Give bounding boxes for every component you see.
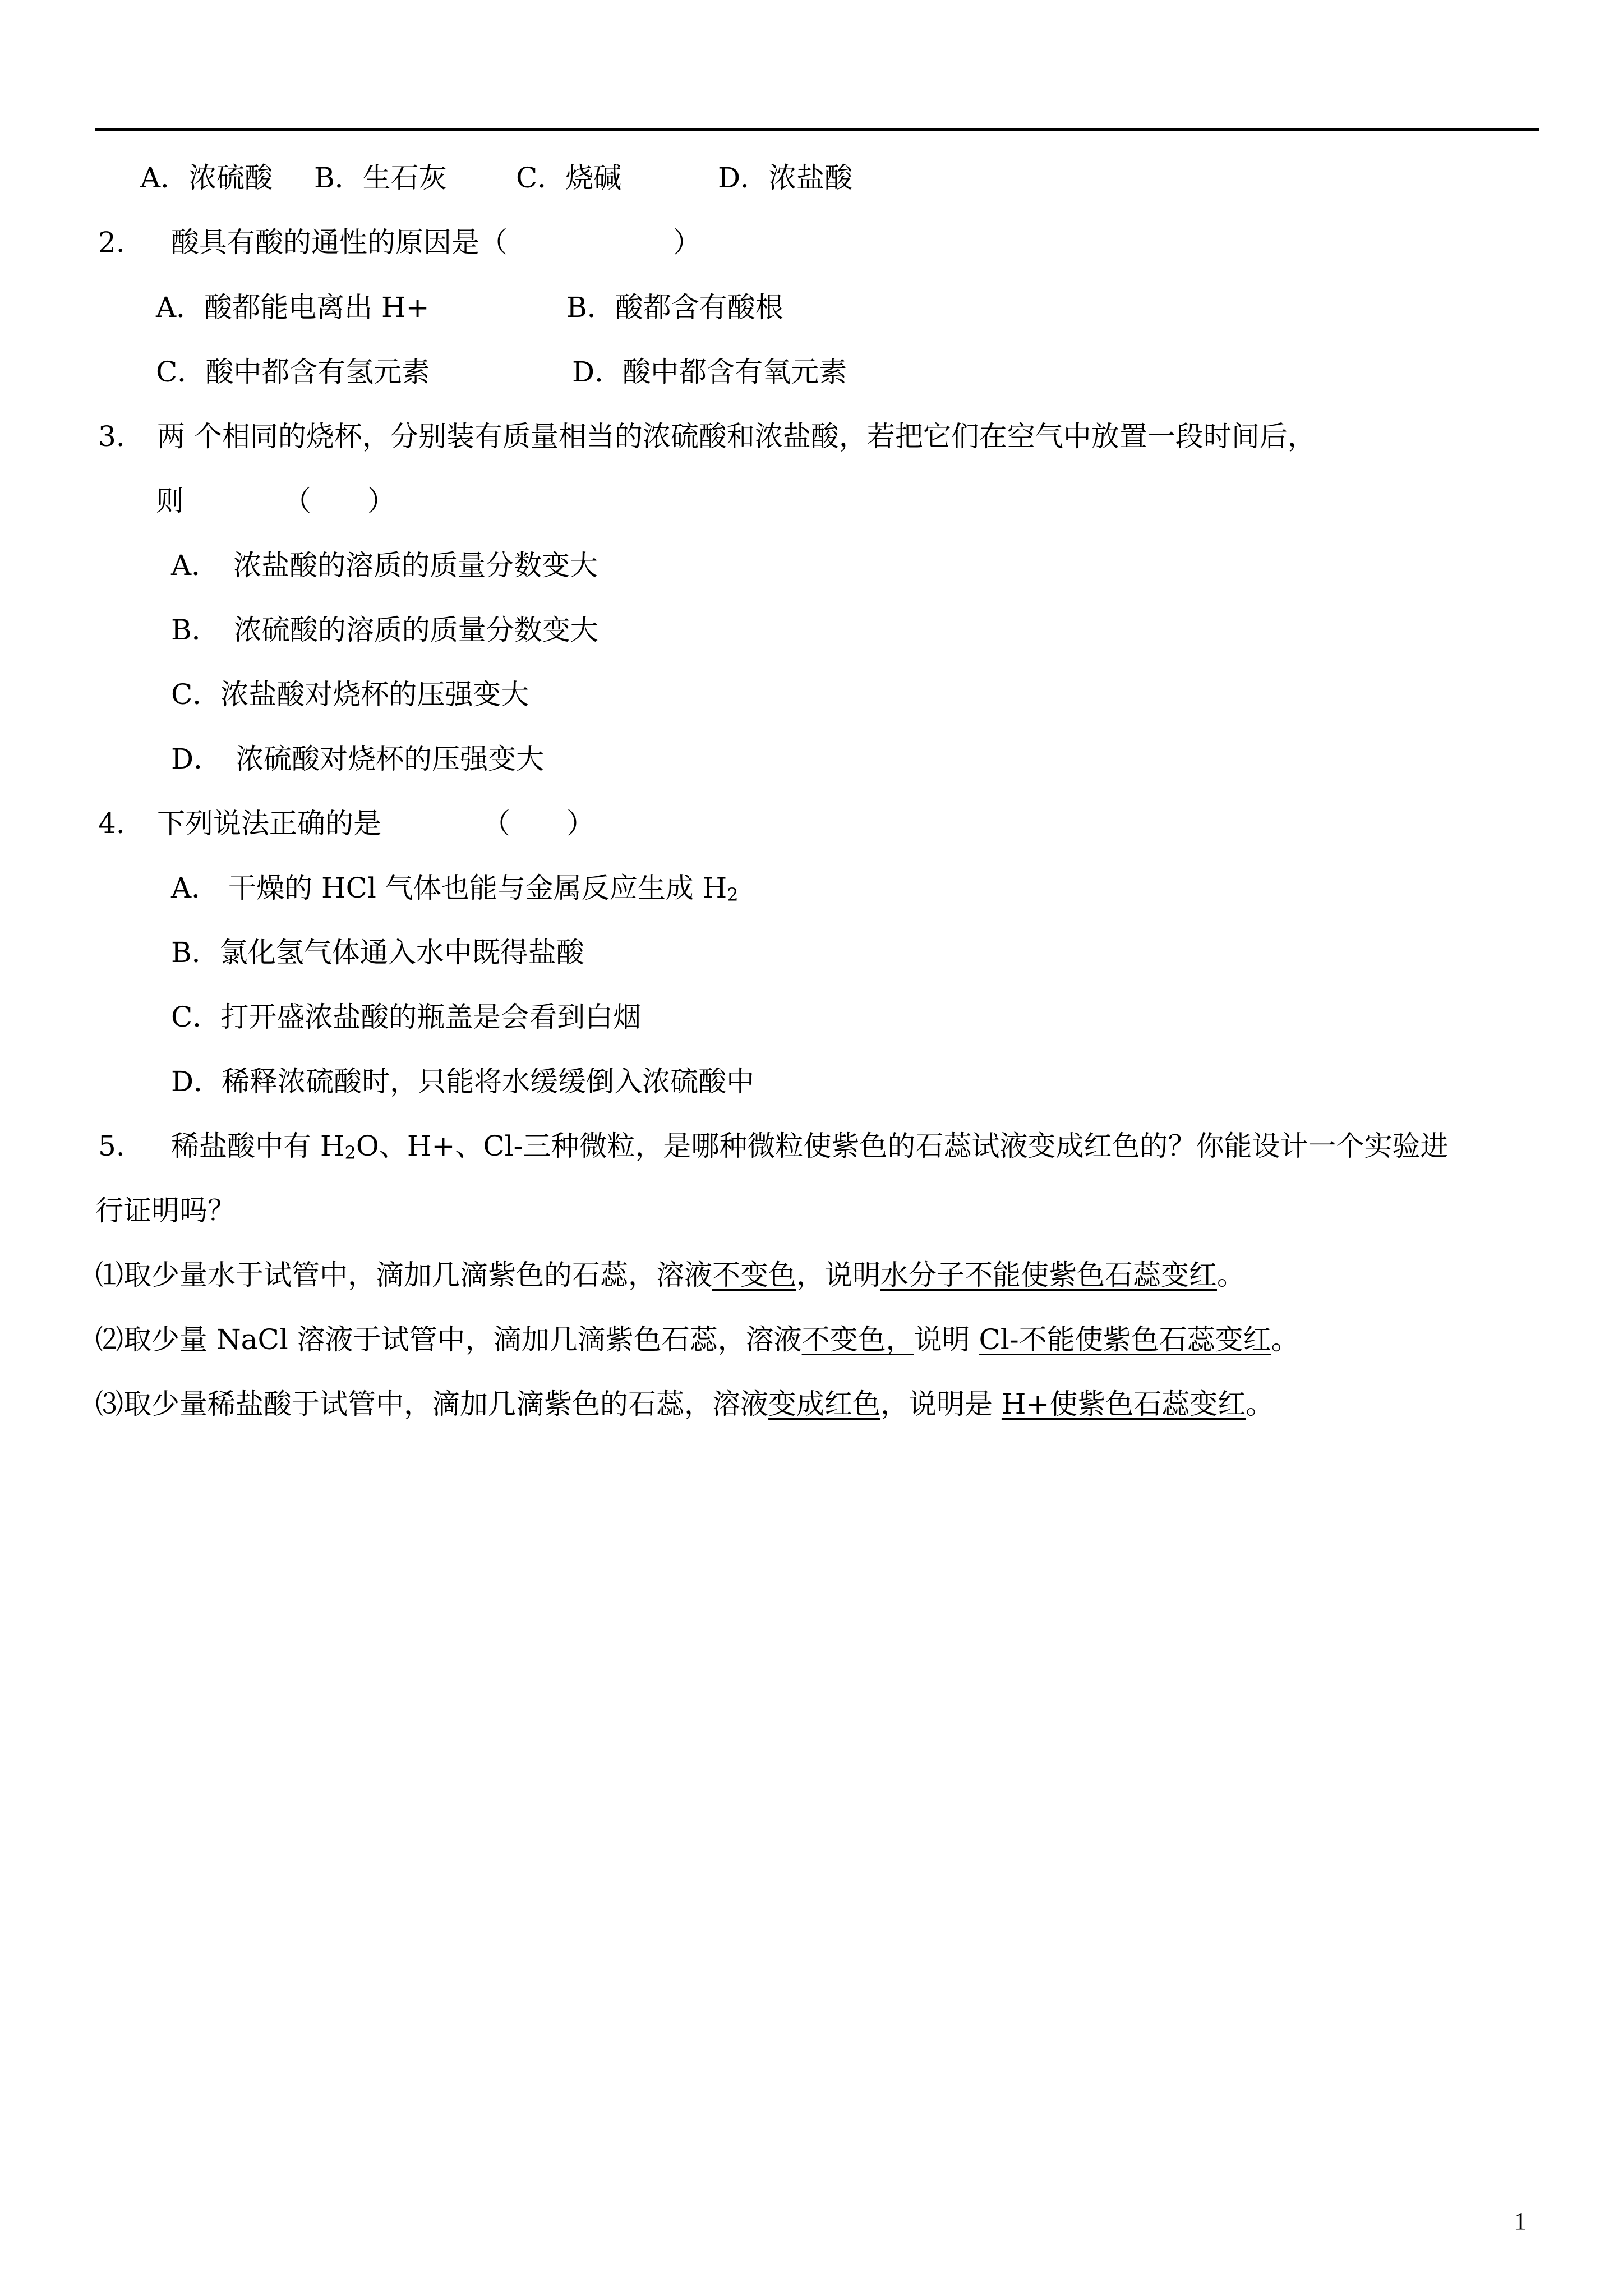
q4-option-a-subscript: 2 (727, 884, 739, 905)
q2-option-b: B．酸都含有酸根 (566, 291, 783, 324)
q1-option-b: B．生石灰 (314, 162, 447, 194)
q2-paren-close: ） (673, 226, 701, 259)
q5-step-2-end: 。 (1271, 1323, 1299, 1356)
q3-option-d: D． 浓硫酸对烧杯的压强变大 (171, 743, 545, 775)
q5-step-3-answer-2: H+使紫色石蕊变红 (1001, 1388, 1246, 1420)
q5-step-2-answer-1: 不变色， (801, 1323, 914, 1356)
q1-option-d: D．浓盐酸 (718, 162, 853, 194)
q5-step-1 (95, 1258, 1245, 1292)
q5-step-2-mid: 说明 (914, 1323, 979, 1356)
q3-option-a: A． 浓盐酸的溶质的质量分数变大 (171, 549, 598, 582)
q5-step-2 (95, 1323, 1299, 1356)
q5-step-1-end: 。 (1217, 1259, 1245, 1291)
q2-number: 2. (98, 226, 125, 259)
q3-number: 3. (98, 420, 125, 453)
q4-option-a (171, 871, 739, 905)
q5-stem-subscript: 2 (344, 1142, 356, 1163)
q4-option-a-label: A． (171, 872, 220, 904)
q5-step-3-end: 。 (1246, 1388, 1274, 1420)
q4-option-b: B．氯化氢气体通入水中既得盐酸 (171, 936, 584, 969)
page-number: 1 (1514, 2207, 1527, 2235)
q3-stem-cont: 则 (156, 485, 184, 517)
q4-answer-paren: （ ） (482, 807, 594, 840)
q5-step-1-mid: ，说明 (796, 1259, 880, 1291)
q5-step-3-pre: ⑶取少量稀盐酸于试管中，滴加几滴紫色的石蕊，溶液 (95, 1388, 768, 1420)
q3-option-c: C．浓盐酸对烧杯的压强变大 (171, 678, 529, 711)
header-rule (95, 128, 1539, 131)
q5-step-1-answer-2: 水分子不能使紫色石蕊变红 (880, 1259, 1217, 1291)
q3-option-b: B． 浓硫酸的溶质的质量分数变大 (171, 614, 598, 646)
q4-option-c: C．打开盛浓盐酸的瓶盖是会看到白烟 (171, 1001, 642, 1033)
q4-option-d: D．稀释浓硫酸时，只能将水缓缓倒入浓硫酸中 (171, 1065, 755, 1098)
q5-stem-cont: 行证明吗？ (95, 1194, 236, 1227)
q2-option-c: C．酸中都含有氢元素 (156, 356, 430, 388)
q1-option-a: A．浓硫酸 (140, 162, 273, 194)
q5-step-2-answer-2: Cl-不能使紫色石蕊变红 (979, 1323, 1271, 1356)
q5-step-1-answer-1: 不变色 (712, 1259, 796, 1291)
q5-step-3-answer-1: 变成红色 (768, 1388, 880, 1420)
q5-step-3 (95, 1387, 1274, 1421)
q5-stem-post: O、H+、Cl-三种微粒，是哪种微粒使紫色的石蕊试液变成红色的？你能设计一个实验进 (356, 1130, 1449, 1162)
q4-stem: 下列说法正确的是 (157, 807, 381, 840)
q4-number: 4. (98, 807, 125, 840)
q5-step-1-pre: ⑴取少量水于试管中，滴加几滴紫色的石蕊，溶液 (95, 1259, 712, 1291)
q3-stem: 两 个相同的烧杯，分别装有质量相当的浓硫酸和浓盐酸，若把它们在空气中放置一段时间后， (157, 420, 1316, 453)
q4-option-a-text: 干燥的 HCl 气体也能与金属反应生成 H (228, 872, 727, 904)
q5-step-3-mid: ，说明是 (880, 1388, 1002, 1420)
q2-option-a: A．酸都能电离出 H+ (156, 291, 430, 324)
q3-answer-paren: （ ） (283, 485, 395, 517)
q1-option-c: C．烧碱 (516, 162, 622, 194)
q2-stem: 酸具有酸的通性的原因是（ (171, 226, 508, 259)
q5-step-2-pre: ⑵取少量 NaCl 溶液于试管中，滴加几滴紫色石蕊，溶液 (95, 1323, 802, 1356)
q2-option-d: D．酸中都含有氧元素 (572, 356, 847, 388)
q5-stem-pre: 稀盐酸中有 H (171, 1130, 345, 1162)
q5-stem (171, 1129, 1449, 1163)
q5-number: 5. (98, 1130, 125, 1162)
